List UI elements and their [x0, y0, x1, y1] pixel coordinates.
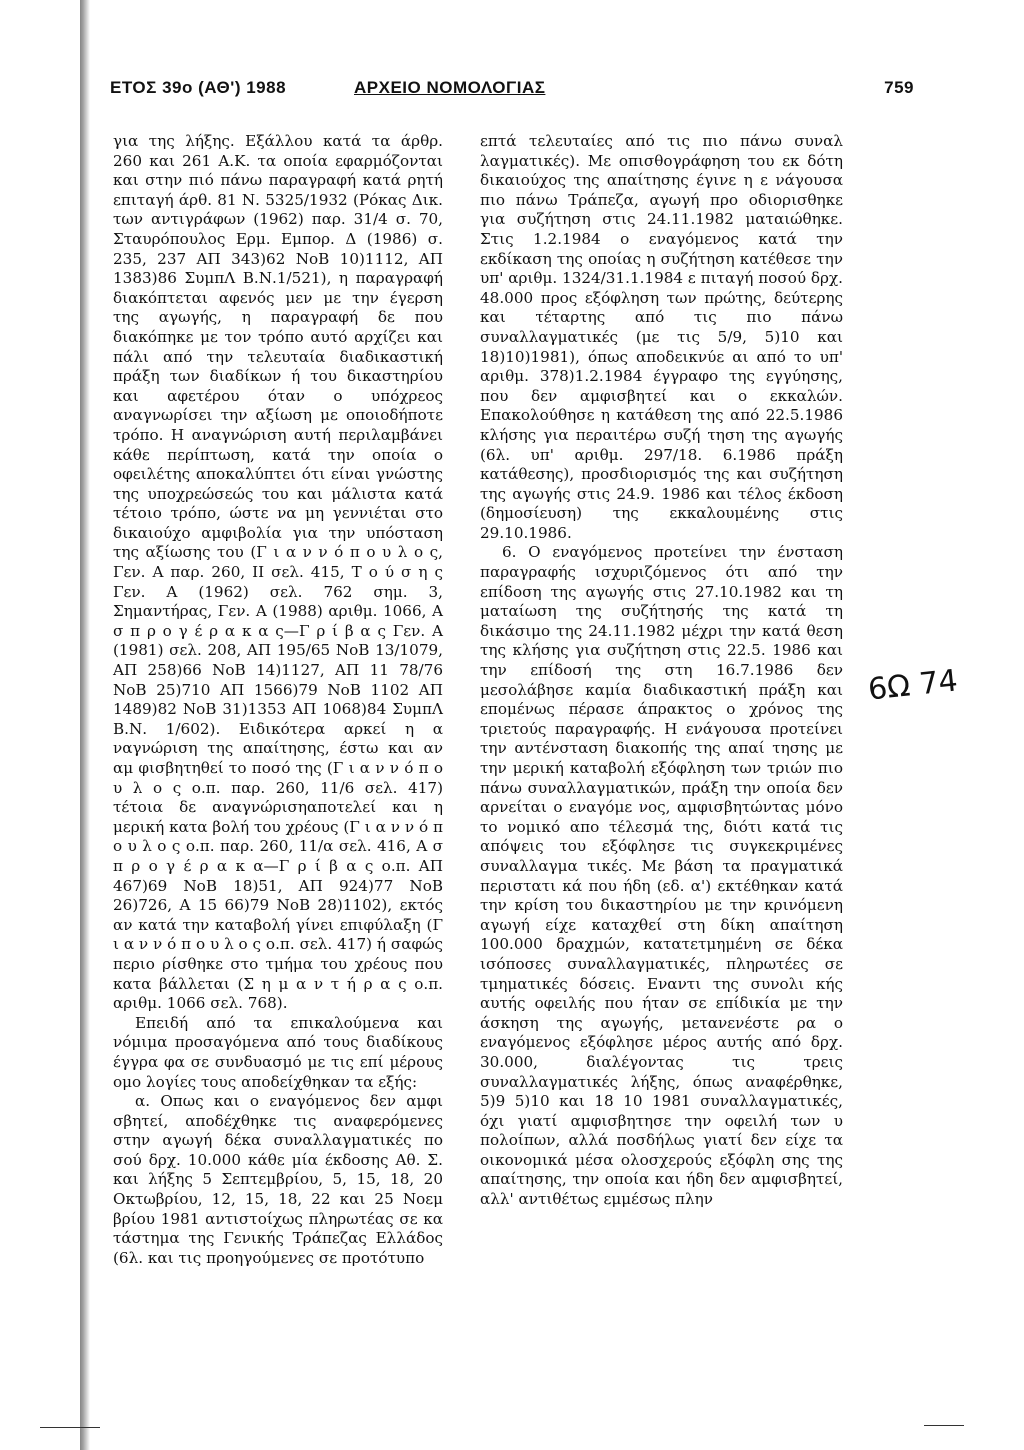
- left-column: [113, 132, 443, 1268]
- right-column: [480, 132, 843, 1210]
- running-header: [96, 78, 914, 104]
- header-year: ΕΤΟΣ 39ο (ΑΘ') 1988: [110, 78, 287, 97]
- bottom-right-mark: [924, 1425, 964, 1426]
- left-paragraph-1: για της λήξης. Εξάλλου κατά τα άρθρ. 260 και 261 Α.Κ. τα οποία εφαρμόζονται και στην πιό πάνω παραγραφή κατά ρητή επιταγή άρθ. 81 Ν. 5325/1932 (Ρόκας Δικ. των αντιγράφων (1962) παρ. 31/4 σ. 70, Σταυρόπουλος Ερμ. Εμπορ. Δ (1986) σ. 235, 237 ΑΠ 343)62 ΝοΒ 10)1112, ΑΠ 1383)86 ΣυμπΛ Β.Ν.1/521), η παραγραφή διακόπτεται αφενός μεν με την έγερση της αγωγής, η παραγραφή δε που διακόπηκε με τον τρόπο αυτό αρχίζει και πάλι από την τελευταία διαδικαστική πράξη των διαδίκων ή του δικαστηρίου και αφετέρου όταν ο υπόχρεος αναγνωρίσει την αξίωση με οποιοδήποτε τρόπο. Η αναγνώριση αυτή περιλαμβάνει κάθε περίπτωση, κατά την οποία ο οφειλέτης αποκαλύπτει ότι είναι γνώστης της υποχρεώσεώς του και μάλιστα κατά τέτοιο τρόπο, ώστε να μη γεννιέται στο δικαιούχο αμφιβολία για την υπόσταση της αξίωσης του (Γ ι α ν ν ό π ο υ λ ο ς, Γεν. Α παρ. 260, ΙΙ σελ. 415, Τ ο ύ σ η ς Γεν. Α (1962) σελ. 762 σημ. 3, Σημαντήρας, Γεν. Α (1988) αριθμ. 1066, Α σ π ρ ο γ έ ρ α κ α ς—Γ ρ ί β α ς Γεν. Α (1981) σελ. 208, ΑΠ 195/65 ΝοΒ 13/1079, ΑΠ 258)66 ΝοΒ 14)1127, ΑΠ 11 78/76 ΝοΒ 25)710 ΑΠ 1566)79 ΝοΒ 1102 ΑΠ 1489)82 ΝοΒ 31)1353 ΑΠ 1068)84 ΣυμπΛ Β.Ν. 1/602). Ειδικότερα αρκεί η α ναγνώριση της απαίτησης, έστω και αν αμ φισβητηθεί το ποσό της (Γ ι α ν ν ό π ο υ λ ο ς ο.π. παρ. 260, 11/6 σελ. 417) τέτοια δε αναγνώρισηαποτελεί και η μερική κατα βολή του χρέους (Γ ι α ν ν ό π ο υ λ ο ς ο.π. παρ. 260, 11/α σελ. 416, Α σ π ρ ο γ έ ρ α κ α—Γ ρ ί β α ς ο.π. ΑΠ 467)69 ΝοΒ 18)51, ΑΠ 924)77 ΝοΒ 26)726, Α 15 66)79 ΝοΒ 28)1102), εκτός αν κατά την καταβολή γίνει επιφύλαξη (Γ ι α ν ν ό π ο υ λ ο ς ο.π. σελ. 417) ή σαφώς περιο ρίσθηκε στο τμήμα του χρέους που κατα βάλλεται (Σ η μ α ν τ ή ρ α ς ο.π. αριθμ. 1066 σελ. 768).: [113, 132, 443, 1013]
- scan-shadow-edge: [80, 0, 90, 1450]
- left-paragraph-3: α. Οπως και ο εναγόμενος δεν αμφι σβητεί, αποδέχθηκε τις αναφερόμενες στην αγωγή δέκα συναλλαγματικές πο σού δρχ. 10.000 κάθε μία έκδοσης Αθ. Σ. και λήξης 5 Σεπτεμβρίου, 5, 15, 18, 20 Οκτωβρίου, 12, 15, 18, 22 και 25 Νοεμ βρίου 1981 αντιστοίχως πληρωτέας σε κα τάστημα της Γενικής Τράπεζας Ελλάδος (6λ. και τις προηγούμενες σε προτότυπο: [113, 1092, 443, 1267]
- right-paragraph-2: 6. Ο εναγόμενος προτείνει την ένσταση παραγραφής ισχυριζόμενος ότι από την επίδοση της αγωγής στις 27.10.1982 και τη ματαίωση της συζήτησής της κατά τη δικάσιμο της 24.11.1982 μέχρι την κατά θεση της κλήσης για συζήτηση στις 22.5. 1986 και την επίδοσή της στη 16.7.1986 δεν μεσολάβησε καμία διαδικαστική πράξη και επομένως πέρασε άπρακτος ο χρόνος της τριετούς παραγραφής. Η ενάγουσα προτείνει την αντένσταση διακοπής της απαί τησης με την μερική καταβολή εξόφληση των τριών πιο πάνω συναλλαγματικών, πράξη την οποία δεν αρνείται ο εναγόμε νος, αμφισβητώντας μόνο το νομικό απο τέλεσμά της, διότι κατά τις απόψεις του εξόφλησε τις συγκεκριμένες συναλλαγμα τικές. Με βάση τα πραγματικά περιστατι κά που ήδη (εδ. α') εκτέθηκαν κατά την κρίση του δικαστηρίου με την κρινόμενη αγωγή είχε καταχθεί στη δίκη απαίτηση 100.000 δραχμών, κατατετμημένη σε δέκα ισόποσες συναλλαγματικές, πληρωτέες σε τμηματικές δόσεις. Εναντι της συνολι κής αυτής οφειλής που ήταν σε επίδικία με την άσκηση της αγωγής, μετανενέστε ρα ο εναγόμενος εξόφλησε μέρος αυτής από δρχ. 30.000, διαλέγοντας τις τρεις συναλλαγματικές λήξης, όπως αναφέρθηκε, 5)9 5)10 και 18 10 1981 συναλλαγματικές, όχι γιατί αμφισβητησε την οφειλή των υ πολοίπων, αλλά ποσδήλως γιατί δεν είχε τα οικονομικά μέσα ολοσχερούς εξόφλη σης της απαίτησης, την οποία και ήδη δεν αμφισβητεί, αλλ' αντιθέτως εμμέσως πλην: [480, 543, 843, 1209]
- left-paragraph-2: Επειδή από τα επικαλούμενα και νόμιμα προσαγόμενα από τους διαδίκους έγγρα φα σε συνδυασμό με τις επί μέρους ομο λογίες τους αποδείχθηκαν τα εξής:: [113, 1013, 443, 1091]
- handwritten-margin-note: 6Ω 74: [866, 663, 960, 708]
- right-paragraph-1: επτά τελευταίες από τις πιο πάνω συναλ λαγματικές). Με οπισθογράφηση του εκ δότη δικαιούχος της απαίτησης έγινε η ε νάγουσα πιο πάνω Τράπεζα, αγωγή προ οδιορισθηκε για συζήτηση στις 24.11.1982 ματαιώθηκε. Στις 1.2.1984 ο εναγόμενος κατά την εκδίκαση της οποίας η συζήτηση κατέθεσε την υπ' αριθμ. 1324/31.1.1984 ε πιταγή ποσού δρχ. 48.000 προς εξόφληση των πρώτης, δεύτερης και τέταρτης από τις πιο πάνω συναλλαγματικές (με τις 5/9, 5)10 και 18)10)1981), όπως αποδεικνύε αι από το υπ' αριθμ. 378)1.2.1984 έγγραφο της εγγύησης, που δεν αμφισβητεί και ο εκκαλών. Επακολούθησε η κατάθεση της από 22.5.1986 κλήσης για περαιτέρω συζή τηση της αγωγής (6λ. υπ' αριθμ. 297/18. 6.1986 πράξη κατάθεσης), προσδιορισμός της και συζήτηση της αγωγής στις 24.9. 1986 και τέλος έκδοση (δημοσίευση) της εκκαλουμένης στις 29.10.1986.: [480, 132, 844, 542]
- bottom-left-mark: [40, 1427, 100, 1428]
- header-title: ΑΡΧΕΙΟ ΝΟΜΟΛΟΓΙΑΣ: [354, 78, 546, 97]
- page-number: 759: [884, 78, 914, 97]
